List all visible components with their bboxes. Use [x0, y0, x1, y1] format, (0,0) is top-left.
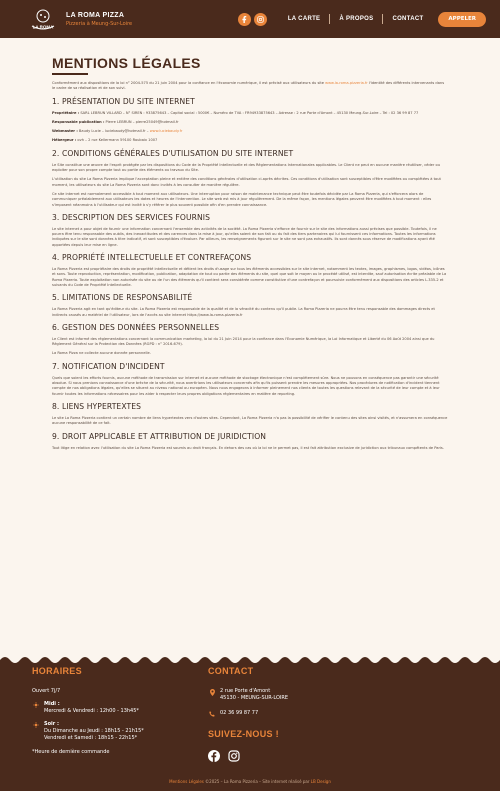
hours-title: HORAIRES	[32, 666, 82, 676]
legal-link[interactable]: Mentions Légales	[169, 779, 204, 784]
legal-content	[0, 38, 500, 652]
section-title: 7. NOTIFICATION D'INCIDENT	[52, 361, 165, 371]
section-title: 8. LIENS HYPERTEXTES	[52, 401, 142, 411]
follow-title: SUIVEZ-NOUS !	[208, 729, 279, 739]
midi-label: Midi :	[44, 701, 60, 707]
paragraph: La Roma Pizzeria est propriétaire des droits de propriété intellectuelle et détient les droits d'usage sur tous les éléments accessibles sur le site internet, notamment les textes, images, graphismes, logos, vidéos, icônes et sons. Toute reproduction, représentation, modification, publication, adaptation de tout ou partie des éléments du site, quel que soit le moyen ou le procédé utilisé, est interdite, sauf autorisation écrite préalable de La Roma Pizzeria. Toute exploitation non autorisée du site ou de l'un des éléments qu'il contient sera considérée comme constitutive d'une contrefaçon et poursuivie conformément aux dispositions des articles L.335-2 et suivants du Code de Propriété Intellectuelle.	[52, 267, 447, 287]
soir-body	[40, 721, 144, 742]
copyright-text: ©2025 – La Roma Pizzeria – Site internet réalisé par	[203, 779, 311, 784]
paragraph: L'utilisation du site La Roma Pizzeria implique l'acceptation pleine et entière des conditions générales d'utilisation ci-après décrites. Ces conditions d'utilisation sont susceptibles d'être modifiées ou complétées à tout moment, les utilisateurs du site La Roma Pizzeria sont donc invités à les consulter de manière régulière.	[52, 177, 441, 187]
brand-name: LA ROMA PIZZA	[66, 11, 125, 19]
nav-a-propos[interactable]: À PROPOS	[339, 16, 374, 22]
nav-la-carte[interactable]: LA CARTE	[287, 16, 321, 22]
instagram-icon[interactable]	[254, 13, 267, 26]
address-line-1: 2 rue Porte d'Amont	[220, 688, 271, 694]
soir-line-1: Du Dimanche au Jeudi : 18h15 - 21h15*	[44, 728, 144, 734]
intro-text: Conformément aux dispositions de la loi n° 2004-575 du 21 juin 2004 pour la confiance en l'économie numérique, il est précisé aux utilisateurs du site	[52, 81, 326, 85]
owner-text: SARL LEBRUN VILLARD – N° SIREN : 933875643 – Capital social : 5000€ – Numéro de TVA : FR94933875643 – Adresse : 2 rue Porte d'Amont – 45130 Meung-Sur-Loire – Tel : 02 36 99 87 77	[79, 110, 419, 115]
paragraph: Le site La Roma Pizzeria contient un certain nombre de liens hypertextes vers d'autres sites. Cependant, La Roma Pizzeria n'a pas la possibilité de vérifier le contenu des sites ainsi visités, et n'assumera en conséquence aucune responsabilité de ce fait.	[52, 415, 448, 426]
footer-social	[208, 747, 384, 766]
section-title: 9. DROIT APPLICABLE ET ATTRIBUTION DE JURIDICTION	[52, 431, 267, 441]
address-line-2: 45130 - MEUNG-SUR-LOIRE	[220, 695, 289, 701]
main-nav	[279, 14, 433, 24]
open-days: Ouvert 7j/7	[32, 688, 61, 694]
wavy-divider	[0, 652, 500, 666]
hours-note: *Heure de dernière commande	[32, 749, 110, 755]
location-pin-icon	[208, 688, 216, 702]
paragraph: La Roma Pizzeria agit en tant qu'éditeur du site. La Roma Pizzeria est responsable de la qualité et de la véracité du contenu qu'il publie. La Roma Pizzeria ne pourra être tenu responsable des dommages directs et indirects causés au matériel de l'utilisateur, lors de l'accès au site internet https://www.la-roma-pizzeria.fr	[52, 307, 435, 317]
publisher-text: Pierre LEBRUN – pierre25049@hotmail.fr	[104, 119, 179, 124]
brand	[66, 12, 132, 27]
site-link[interactable]: www.la-roma-pizzeria.fr	[325, 81, 368, 85]
paragraph: Le Site constitue une œuvre de l'esprit protégée par les dispositions du Code de la Propriété Intellectuelle et des Réglementations Internationales applicables. Le Client ne peut en aucune manière réutiliser, céder ou exploiter pour son propre compte tout ou partie des éléments ou travaux du Site.	[52, 162, 440, 173]
owner-label: Propriétaire :	[52, 110, 80, 115]
midi-hours	[32, 701, 208, 715]
pizza-logo-icon[interactable]	[28, 6, 58, 32]
section-title: 1. PRÉSENTATION DU SITE INTERNET	[52, 96, 195, 106]
webmaster-text: Baudy Lucie – luciebaudy@hotmail.fr –	[77, 129, 150, 134]
soir-hours	[32, 721, 208, 742]
paragraph: Le Client est informé des réglementations concernant la communication marketing, la loi du 21 Juin 2014 pour la confiance dans l'Economie Numérique, la Loi Informatique et Liberté du 06 Août 2004 ainsi que du Règlement Général sur la Protection des Données (RGPD : n° 2016-679).	[52, 336, 435, 347]
webmaster-label: Webmaster :	[52, 129, 78, 134]
title-underline	[52, 73, 88, 75]
svg-text:LA ROMA: LA ROMA	[32, 24, 54, 30]
midi-text: Mercredi & Vendredi : 12h00 - 13h45*	[44, 708, 139, 714]
section-title: 6. GESTION DES DONNÉES PERSONNELLES	[52, 322, 220, 332]
paragraph: Tout litige en relation avec l'utilisation du site La Roma Pizzeria est soumis au droit français. En dehors des cas où la loi ne le permet pas, il est fait attribution exclusive de juridiction aux tribunaux compétents de Paris.	[52, 445, 444, 450]
intro-paragraph	[52, 81, 448, 92]
paragraph: La Roma Pizza ne collecte aucune donnée personnelle.	[52, 351, 151, 356]
contact-column	[208, 666, 384, 791]
phone-number: 02 36 99 87 77	[220, 710, 259, 716]
instagram-icon[interactable]	[228, 747, 240, 766]
copyright	[0, 779, 500, 784]
intro-tail: l'identité des différents intervenants dans le cadre de sa réalisation et de son suivi.	[52, 81, 445, 91]
section-title: 5. LIMITATIONS DE RESPONSABILITÉ	[52, 293, 193, 303]
host-label: Hébergeur :	[52, 138, 77, 143]
paragraph: Le site internet a pour objet de fournir une information concernant l'ensemble des activités de la société. La Roma Pizzeria s'efforce de fournir sur le site des informations aussi précises que possible. Toutefois, il ne pourra être tenu responsable des oublis, des inexactitudes et des carences dans la mise à jour, qu'elles soient de son fait ou du fait des tiers partenaires qui lui fournissent ces informations. Toutes les informations indiquées sur le site sont données à titre indicatif, et sont susceptibles d'évoluer. Par ailleurs, les renseignements figurant sur le site ne sont pas exhaustifs. Ils sont donnés sous réserve de modifications ayant été apportées depuis leur mise en ligne.	[52, 226, 437, 247]
brand-subtitle: Pizzeria à Meung-Sur-Loire	[66, 20, 133, 27]
moon-icon	[32, 721, 40, 742]
hours-column	[32, 666, 208, 791]
facebook-icon[interactable]	[208, 747, 220, 766]
publisher-info	[52, 120, 448, 125]
section-title: 3. DESCRIPTION DES SERVICES FOURNIS	[52, 212, 211, 222]
webmaster-info	[52, 129, 448, 134]
author-link[interactable]: LB Design	[310, 779, 331, 784]
site-footer	[0, 666, 500, 791]
address[interactable]	[208, 688, 384, 702]
site-header	[0, 0, 500, 38]
facebook-icon[interactable]	[238, 13, 251, 26]
page-title: MENTIONS LÉGALES	[52, 55, 201, 71]
soir-label: Soir :	[44, 721, 59, 727]
soir-line-2: Vendredi et Samedi : 18h15 - 22h15*	[44, 735, 138, 741]
host-info	[52, 138, 448, 143]
paragraph: Ce site internet est normalement accessible à tout moment aux utilisateurs. Une interruption pour raison de maintenance technique peut être toutefois décidée par La Roma Pizzeria, qui s'efforcera alors de communiquer préalablement aux utilisateurs les dates et heures de l'intervention. Le site web est mis à jour régulièrement. De la même façon, les mentions légales peuvent être modifiées à tout moment : elles s'imposent néanmoins à l'utilisateur qui est invité à s'y référer le plus souvent possible afin d'en prendre connaissance.	[52, 191, 432, 207]
midi-body	[40, 701, 139, 715]
phone[interactable]	[208, 710, 384, 717]
call-button[interactable]: APPELER	[438, 12, 486, 27]
address-body	[216, 688, 288, 702]
publisher-label: Responsable publication :	[52, 119, 105, 124]
webmaster-link[interactable]: www.luciebaudy.fr	[149, 129, 183, 134]
host-text: ovh – 2 rue Kellermann 59100 Roubaix 1007	[76, 138, 158, 143]
contact-title: CONTACT	[208, 666, 254, 676]
section-title: 2. CONDITIONS GÉNÉRALES D'UTILISATION DU SITE INTERNET	[52, 148, 294, 158]
section-title: 4. PROPRIÉTÉ INTELLECTUELLE ET CONTREFAÇONS	[52, 253, 252, 263]
phone-icon	[208, 710, 216, 717]
sun-icon	[32, 701, 40, 715]
nav-contact[interactable]: CONTACT	[392, 16, 424, 22]
paragraph: Quels que soient les efforts fournis, aucune méthode de transmission sur internet et aucune méthode de stockage électronique n'est complètement sûre. Nous ne pouvons en conséquence pas garantir une sécurité absolue. Si nous prenions connaissance d'une brèche de la sécurité, nous avertirions les utilisateurs concernés afin qu'ils puissent prendre les mesures appropriées. Nos procédures de notification d'incident tiennent compte de nos obligations légales, qu'elles se situent au niveau national ou européen. Nous nous engageons à informer pleinement nos clients de toutes les questions relevant de la sécurité de leur compte et à leur fournir toutes les informations nécessaires pour les aider à respecter leurs propres obligations réglementaires en matière de reporting.	[52, 375, 440, 396]
owner-info	[52, 111, 448, 116]
